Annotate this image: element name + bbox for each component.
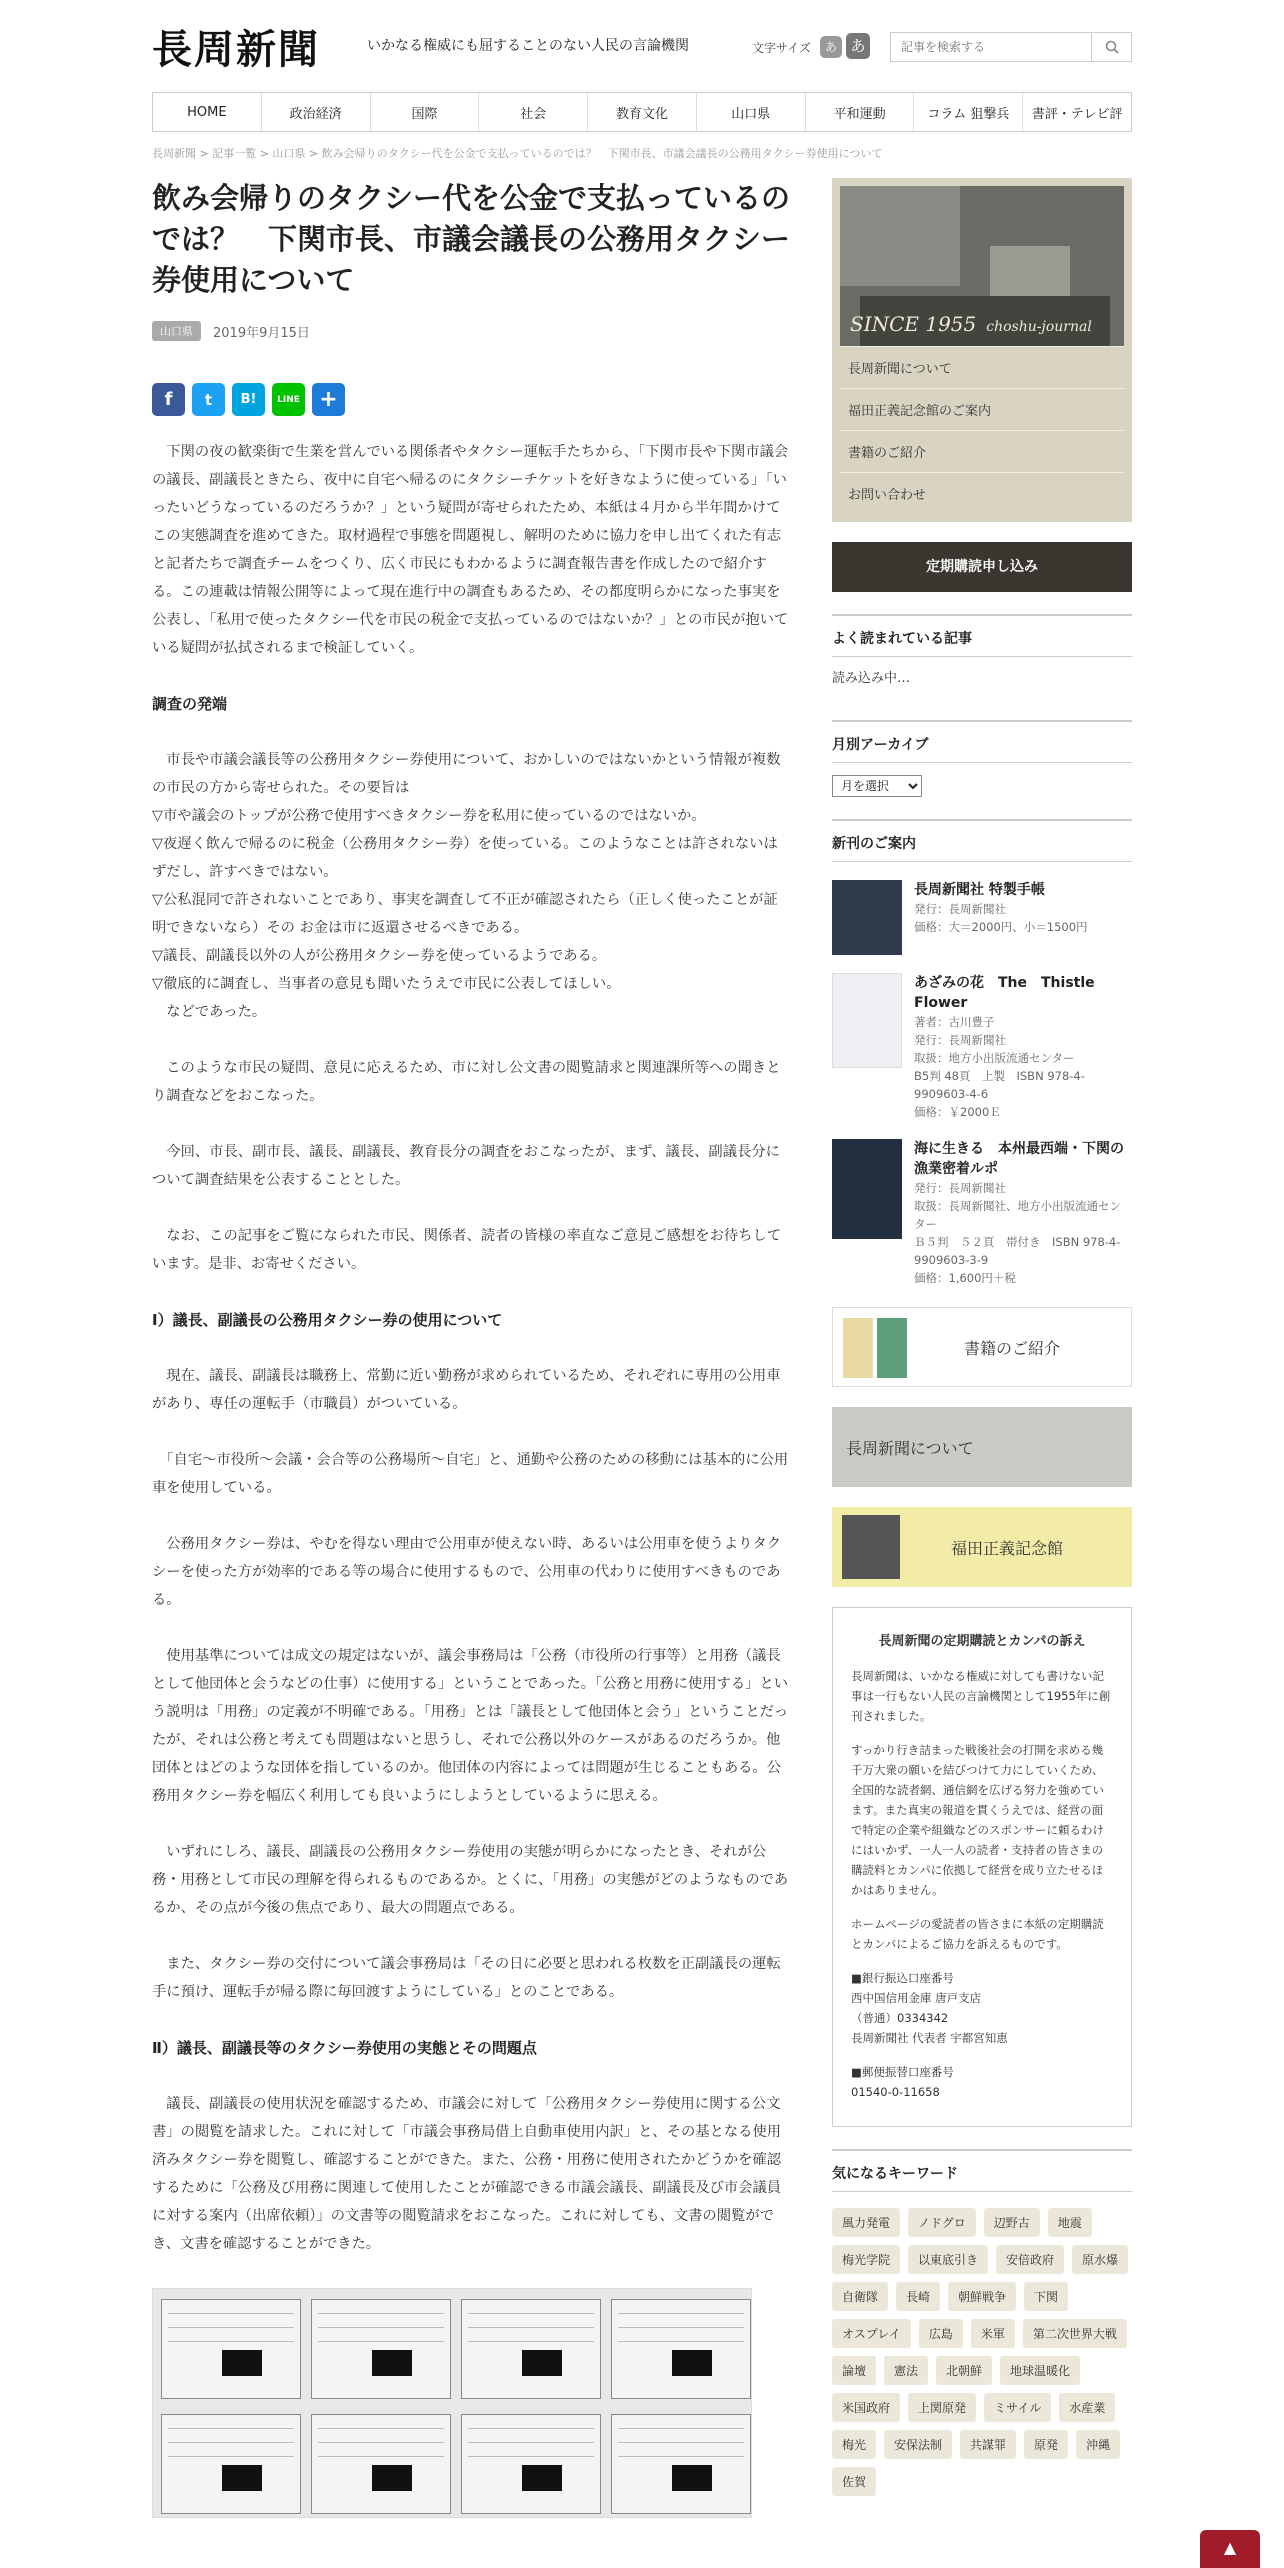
keyword-tag[interactable]: 原水爆 (1072, 2245, 1128, 2274)
sidebar-link-contact[interactable]: お問い合わせ (840, 472, 1124, 514)
since-year: SINCE 1955 (850, 312, 977, 336)
about-links (840, 346, 1124, 514)
postal-line: 01540-0-11658 (851, 2085, 940, 2099)
search-input[interactable] (891, 33, 1091, 61)
keyword-tag[interactable]: 沖縄 (1076, 2430, 1120, 2459)
books-banner[interactable] (832, 1307, 1132, 1387)
font-size-label: 文字サイズ (752, 41, 812, 55)
site-logo[interactable]: 長周新聞 (152, 26, 320, 73)
section-heading: 調査の発端 (152, 695, 228, 713)
article (152, 178, 792, 2518)
keyword-tag[interactable]: 自衛隊 (832, 2282, 888, 2311)
book-title[interactable]: 海に生きる 本州最西端・下関の漁業密着ルポ (914, 1141, 1124, 1177)
search-button[interactable] (1091, 33, 1131, 61)
list-item: ▽公私混同で許されないことであり、事実を調査して不正が確認されたら（正しく使ったことが証明できないなら）その お金は市に返還させるべきである。 (152, 892, 778, 936)
archive-heading-text: 月別アーカイブ (832, 734, 1132, 763)
search-box (890, 32, 1132, 62)
article-meta (152, 321, 792, 341)
appeal-text: ホームページの愛読者の皆さまに本紙の定期購読とカンパによるご協力を訴えるものです。 (851, 1917, 1104, 1951)
book-detail: 価格：￥2000Ｅ (914, 1105, 1001, 1119)
book-cover (832, 1139, 902, 1239)
keywords-heading (832, 2149, 1132, 2192)
sidebar-link-memorial[interactable]: 福田正義記念館のご案内 (840, 388, 1124, 430)
book-detail: 発行：長周新聞社 (914, 902, 1006, 916)
paragraph: このような市民の疑問、意見に応えるため、市に対し公文書の閲覧請求と関連課所等への聞きとり調査などをおこなった。 (152, 1060, 781, 1104)
book-detail: 著者：古川豊子 (914, 1015, 995, 1029)
nav-international[interactable]: 国際 (371, 93, 480, 131)
facebook-share-icon[interactable]: f (152, 383, 185, 416)
book-detail: 価格：1,600円＋税 (914, 1271, 1016, 1285)
article-date: 2019年9月15日 (213, 325, 310, 341)
about-box (832, 178, 1132, 522)
taxi-ticket-photo (152, 2288, 752, 2518)
ticket-image (461, 2299, 601, 2399)
keyword-tag[interactable]: 風力発電 (832, 2208, 900, 2237)
subscribe-button[interactable]: 定期購読申し込み (832, 542, 1132, 592)
book-cover (832, 880, 902, 955)
ticket-image (311, 2414, 451, 2514)
keywords-heading-text: 気になるキーワード (832, 2163, 1132, 2192)
appeal-box (832, 1607, 1132, 2127)
ticket-image (311, 2299, 451, 2399)
keyword-tag[interactable]: 梅光 (832, 2430, 876, 2459)
keyword-tag[interactable]: 上関原発 (908, 2393, 976, 2422)
paragraph: 下関の夜の歓楽街で生業を営んでいる関係者やタクシー運転手たちから、「下関市長や下関市議会の議長、副議長ときたら、夜中に自宅へ帰るのにタクシーチケットを好きなように使っている」「いったいどうなっているのだろうか？」という疑問が寄せられたため、本紙は４月から半年間かけてこの実態調査を進めてきた。取材過程で事態を問題視し、解明のために協力を申し出てくれた有志と記者たちで調査チームをつくり、広く市民にもわかるように調査報告書を作成したので紹介する。この連載は情報公開等によって現在進行中の調査もあるため、その都度明らかになった事実を公表し、「私用で使ったタクシー代を市民の税金で支払っているのではないか？」との市民が抱いている疑問が払拭されるまで検証していく。 (152, 444, 789, 656)
keyword-tag[interactable]: 米国政府 (832, 2393, 900, 2422)
book-detail: 取扱：地方小出版流通センター (914, 1051, 1075, 1065)
book-detail: B5判 48頁 上製 ISBN 978-4-9909603-4-6 (914, 1069, 1085, 1101)
book-detail: 価格：大＝2000円、小＝1500円 (914, 920, 1088, 934)
keyword-tag[interactable]: 長崎 (896, 2282, 940, 2311)
list-item: ▽議長、副議長以外の人が公務用タクシー券を使っているようである。 (152, 948, 607, 964)
book-title[interactable]: 長周新聞社 特製手帳 (914, 882, 1045, 898)
bank-line: ■銀行振込口座番号 (851, 1971, 954, 1985)
paragraph: 今回、市長、副市長、議長、副議長、教育長分の調査をおこなったが、まず、議長、副議長分について調査結果を公表することとした。 (152, 1144, 780, 1188)
keyword-tag[interactable]: 地震 (1048, 2208, 1092, 2237)
book-item[interactable] (832, 1139, 1132, 1287)
article-body (152, 438, 792, 2258)
book-item[interactable] (832, 973, 1132, 1121)
book-thumb (843, 1318, 873, 1378)
keyword-tag[interactable]: 憲法 (884, 2356, 928, 2385)
nav-education-culture[interactable]: 教育文化 (588, 93, 697, 131)
book-detail: Ｂ５判 ５２頁 帯付き ISBN 978-4-9909603-3-9 (914, 1235, 1121, 1267)
books-heading-text: 新刊のご案内 (832, 833, 1132, 862)
portrait-image (842, 1515, 900, 1579)
book-cover (832, 973, 902, 1068)
keyword-tag[interactable]: 広島 (919, 2319, 963, 2348)
search-icon (1105, 40, 1119, 54)
keyword-tag[interactable]: 以東底引き (908, 2245, 988, 2274)
keyword-tag[interactable]: 辺野古 (984, 2208, 1040, 2237)
paragraph: 公務用タクシー券は、やむを得ない理由で公用車が使えない時、あるいは公用車を使うよりタクシーを使った方が効率的である等の場合に使用するもので、公用車の代わりに使用すべきものである。 (152, 1536, 782, 1608)
nav-reviews[interactable]: 書評・テレビ評 (1031, 106, 1123, 122)
keyword-tag[interactable]: 共謀罪 (960, 2430, 1016, 2459)
share-buttons (152, 383, 792, 416)
list-item: などであった。 (152, 1004, 267, 1020)
font-size-large-button[interactable]: あ (846, 33, 870, 59)
postal-info (851, 2062, 1113, 2102)
memorial-banner-label: 福田正義記念館 (950, 1538, 1063, 1558)
site-header (152, 0, 1132, 80)
keyword-tag[interactable]: 水産業 (1059, 2393, 1115, 2422)
twitter-share-icon[interactable]: t (192, 383, 225, 416)
keyword-tag[interactable]: 安倍政府 (996, 2245, 1064, 2274)
since-sub: choshu-journal (986, 319, 1092, 335)
sidebar-link-about[interactable]: 長周新聞について (840, 346, 1124, 388)
keyword-tag[interactable]: 佐賀 (832, 2467, 876, 2496)
paragraph: 市長や市議会議長等の公務用タクシー券使用について、おかしいのではないかという情報が複数の市民の方から寄せられた。その要旨は (152, 752, 781, 796)
content-wrapper (152, 0, 1132, 2489)
paragraph: 議長、副議長の使用状況を確認するため、市議会に対して「公務用タクシー券使用に関する公文書」の閲覧を請求した。これに対して「市議会事務局借上自動車使用内訳」と、その基となる使用済みタクシー券を閲覧し、確認することができた。また、公務・用務に使用されたかどうかを確認するために「公務及び用務に関連して使用したことが確認できる市議会議長、副議長及び市会議員に対する案内（出席依頼）」の文書等の閲覧請求をおこなった。これに対しても、文書の閲覧ができ、文書を確認することができた。 (152, 2096, 782, 2252)
popular-heading-text: よく読まれている記事 (832, 628, 1132, 657)
list-item: ▽夜遅く飲んで帰るのに税金（公務用タクシー券）を使っている。このようなことは許されないはずだし、許すべきではない。 (152, 836, 778, 880)
main-nav (152, 92, 1132, 132)
category-badge[interactable]: 山口県 (152, 321, 201, 341)
book-item[interactable] (832, 880, 1132, 955)
keyword-tag[interactable]: 下関 (1024, 2282, 1068, 2311)
ticket-image (461, 2414, 601, 2514)
list-item: ▽徹底的に調査し、当事者の意見も聞いたうえで市民に公表してほしい。 (152, 976, 621, 992)
list-item: ▽市や議会のトップが公務で使用すべきタクシー券を私用に使っているのではないか。 (152, 808, 706, 824)
hatena-share-icon[interactable]: B! (232, 383, 265, 416)
popular-heading (832, 614, 1132, 657)
postal-line: ■郵便振替口座番号 (851, 2065, 954, 2079)
nav-home[interactable]: HOME (153, 93, 262, 131)
back-to-top-button[interactable]: ▲ (1200, 2530, 1260, 2568)
appeal-title: 長周新聞の定期購読とカンパの訴え (878, 1634, 1086, 1649)
breadcrumb[interactable]: 長周新聞 > 記事一覧 > 山口県 > 飲み会帰りのタクシー代を公金で支払っているのでは？ 下関市長、市議会議長の公務用タクシー券使用について (152, 147, 883, 160)
ticket-image (611, 2414, 751, 2514)
plus-share-icon[interactable]: + (312, 383, 345, 416)
section-heading: Ⅱ）議長、副議長等のタクシー券使用の実態とその問題点 (152, 2039, 537, 2057)
keyword-tag[interactable]: 原発 (1024, 2430, 1068, 2459)
book-detail: 発行：長周新聞社 (914, 1033, 1006, 1047)
appeal-text: 長周新聞は、いかなる権威に対しても書けない記事は一行もない人民の言論機関として1955年に創刊されました。 (851, 1669, 1111, 1723)
bank-info (851, 1968, 1113, 2048)
paragraph: いずれにしろ、議長、副議長の公務用タクシー券使用の実態が明らかになったとき、それが公務・用務として市民の理解を得られるものであるか。とくに、「用務」の実態がどのようなものであるか、その点が今後の焦点であり、最大の問題点である。 (152, 1844, 789, 1916)
archive-heading (832, 720, 1132, 763)
nav-society[interactable]: 社会 (479, 93, 588, 131)
books-heading (832, 819, 1132, 862)
ticket-image (161, 2414, 301, 2514)
nav-politics-economy[interactable]: 政治経済 (262, 93, 371, 131)
keyword-tag[interactable]: 論壇 (832, 2356, 876, 2385)
keyword-tag[interactable]: オスプレイ (832, 2319, 911, 2348)
archive-select[interactable] (832, 775, 922, 797)
paragraph: 現在、議長、副議長は職務上、常勤に近い勤務が求められているため、それぞれに専用の公用車があり、専任の運転手（市職員）がついている。 (152, 1368, 781, 1412)
office-photo (840, 186, 1124, 346)
appeal-text: すっかり行き詰まった戦後社会の打開を求める幾千万大衆の願いを結びつけて力にしていくため、全国的な読者網、通信網を広げる努力を強めています。また真実の報道を貫くうえでは、経営の面で特定の企業や組織などのスポンサーに頼るわけにはいかず、一人一人の読者・支持者の皆さまの購読料とカンパに依拠して経営を成り立たせるほかはありません。 (851, 1743, 1104, 1897)
line-share-icon[interactable]: LINE (272, 383, 305, 416)
ticket-image (611, 2299, 751, 2399)
keyword-tag[interactable]: 朝鮮戦争 (948, 2282, 1016, 2311)
keyword-tag[interactable]: ノドグロ (908, 2208, 976, 2237)
popular-loading: 読み込み中… (832, 671, 911, 686)
keyword-tag[interactable]: 安保法制 (884, 2430, 952, 2459)
nav-yamaguchi[interactable]: 山口県 (697, 93, 806, 131)
book-title[interactable]: あざみの花 The Thistle Flower (914, 975, 1095, 1011)
paragraph: 「自宅～市役所～会議・会合等の公務場所～自宅」と、通勤や公務のための移動には基本的に公用車を使用している。 (152, 1452, 789, 1496)
keyword-tag[interactable]: 米軍 (971, 2319, 1015, 2348)
keyword-tag[interactable]: 梅光学院 (832, 2245, 900, 2274)
site-tagline: いかなる権威にも屈することのない人民の言論機関 (367, 38, 689, 54)
section-heading: Ⅰ）議長、副議長の公務用タクシー券の使用について (152, 1311, 503, 1329)
paragraph: また、タクシー券の交付について議会事務局は「その日に必要と思われる枚数を正副議長の運転手に預け、運転手が帰る際に毎回渡すようにしている」とのことである。 (152, 1956, 781, 2000)
keyword-tag[interactable]: 第二次世界大戦 (1023, 2319, 1127, 2348)
about-banner-label: 長周新聞について (846, 1438, 974, 1458)
book-detail: 取扱：長周新聞社、地方小出版流通センター (914, 1199, 1121, 1231)
book-thumb (877, 1318, 907, 1378)
sidebar-link-books[interactable]: 書籍のご紹介 (840, 430, 1124, 472)
paragraph: なお、この記事をご覧になられた市民、関係者、読者の皆様の率直なご意見ご感想をお待ちしています。是非、お寄せください。 (152, 1228, 782, 1272)
keyword-list (832, 2208, 1132, 2496)
nav-peace-movement[interactable]: 平和運動 (806, 93, 915, 131)
keyword-tag[interactable]: ミサイル (984, 2393, 1051, 2422)
about-banner[interactable] (832, 1407, 1132, 1487)
paragraph: 使用基準については成文の規定はないが、議会事務局は「公務（市役所の行事等）と用務（議長として他団体と会うなどの仕事）に使用する」ということであった。「公務と用務に使用する」という説明は「用務」の定義が不明確である。「用務」とは「議長として他団体と会う」ということだったが、それは公務と考えても問題はないと思うし、それで公務以外のケースがあるのだろうか。他団体とはどのような団体を指しているのか。他団体の内容によっては問題が生じることもある。公務用タクシー券を幅広く利用しても良いようにしようとしているように思える。 (152, 1648, 789, 1804)
font-size-small-button[interactable]: あ (820, 36, 842, 58)
bank-line: （普通）0334342 (851, 2011, 949, 2025)
since-label (850, 312, 1092, 336)
books-banner-label: 書籍のご紹介 (963, 1338, 1060, 1358)
sidebar (832, 178, 1132, 2496)
nav-column[interactable]: コラム 狙撃兵 (914, 93, 1023, 131)
keyword-tag[interactable]: 北朝鮮 (936, 2356, 992, 2385)
memorial-banner[interactable] (832, 1507, 1132, 1587)
article-title: 飲み会帰りのタクシー代を公金で支払っているのでは？ 下関市長、市議会議長の公務用タクシー券使用について (152, 181, 791, 297)
ticket-image (161, 2299, 301, 2399)
bank-line: 西中国信用金庫 唐戸支店 (851, 1991, 982, 2005)
keyword-tag[interactable]: 地球温暖化 (1000, 2356, 1080, 2385)
book-detail: 発行：長周新聞社 (914, 1181, 1006, 1195)
bank-line: 長周新聞社 代表者 宇都宮知恵 (851, 2031, 1008, 2045)
